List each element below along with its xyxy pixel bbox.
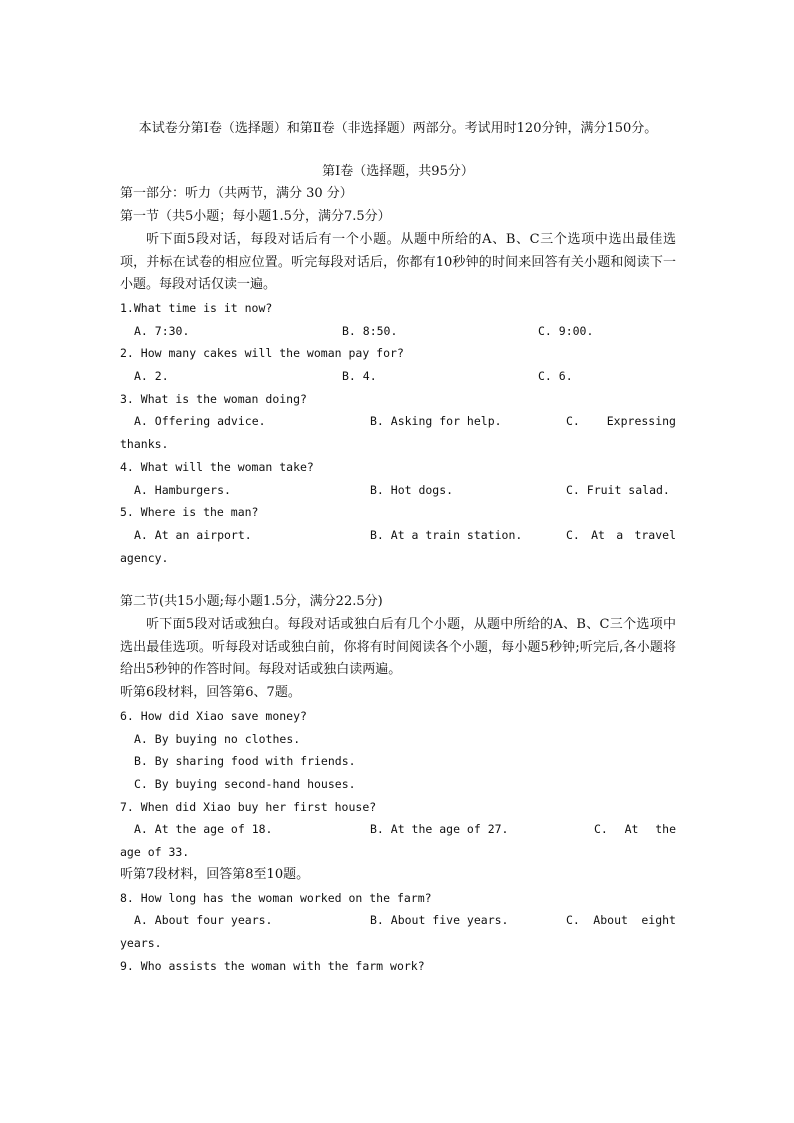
material7-heading: 听第7段材料，回答第8至10题。 (120, 866, 310, 882)
option-a: A. Hamburgers. (134, 482, 231, 497)
option-c-word: the (655, 822, 676, 837)
section2-instructions: 听下面5段对话或独白。每段对话或独白后有几个小题，从题中所给的A、B、C三个选项中选出最佳选项。听每段对话或独白前，你将有时间阅读各个小题，每小题5秒钟;听完后,各小题将给出5秒钟的作答时间。每段对话或独白读两遍。 (120, 617, 676, 678)
spacer (120, 569, 676, 591)
option-c (594, 818, 676, 841)
exam-intro: 本试卷分第Ⅰ卷（选择题）和第Ⅱ卷（非选择题）两部分。考试用时120分钟，满分150分。 (138, 121, 658, 136)
material6-heading: 听第6段材料，回答第6、7题。 (120, 685, 301, 701)
option-a: A. At an airport. (134, 527, 252, 542)
option-c-word: Expressing (606, 414, 676, 429)
question-6-option-b: B. By sharing food with friends. (134, 754, 356, 769)
option-b: B. 4. (342, 369, 377, 384)
question-2-options (120, 365, 676, 388)
option-a: A. About four years. (134, 913, 273, 928)
question-2-stem: 2. How many cakes will the woman pay for? (120, 346, 404, 361)
option-c-word: About (593, 913, 628, 928)
question-6-option-c: C. By buying second-hand houses. (134, 776, 356, 791)
option-c-word: a (616, 527, 624, 542)
question-3-option-c-wrap: thanks. (120, 437, 169, 452)
option-a: A. 2. (134, 369, 169, 384)
option-c-letter: C. (566, 414, 580, 429)
option-c-letter: C. (594, 822, 608, 837)
section1-instructions: 听下面5段对话，每段对话后有一个小题。从题中所给的A、B、C三个选项中选出最佳选项，并标在试卷的相应位置。听完每段对话后，你都有10秒钟的时间来回答有关小题和阅读下一小题。每段对话仅读一遍。 (120, 231, 676, 293)
option-a: A. Offering advice. (134, 414, 266, 429)
exam-page (120, 118, 676, 977)
question-8-options (120, 909, 676, 932)
question-7-option-c-wrap: age of 33. (120, 845, 190, 860)
option-c (566, 524, 676, 547)
question-6-stem: 6. How did Xiao save money? (120, 708, 307, 723)
option-a: A. At the age of 18. (134, 822, 273, 837)
option-b: B. At the age of 27. (370, 822, 509, 837)
question-3-stem: 3. What is the woman doing? (120, 391, 307, 406)
question-9-stem: 9. Who assists the woman with the farm work? (120, 958, 425, 973)
option-c-letter: C. (566, 527, 580, 542)
option-c-word: At (591, 527, 605, 542)
option-b: B. Hot dogs. (370, 482, 454, 497)
section2-title: 第二节(共15小题;每小题1.5分，满分22.5分) (120, 594, 383, 610)
option-c-word: eight (641, 913, 676, 928)
option-b: B. Asking for help. (370, 414, 502, 429)
question-7-options (120, 818, 676, 841)
question-3-options (120, 410, 676, 433)
section1-title: 第一节（共5小题；每小题1.5分，满分7.5分） (120, 209, 391, 225)
option-c (566, 410, 676, 433)
question-5-option-c-wrap: agency. (120, 550, 169, 565)
question-8-option-c-wrap: years. (120, 935, 162, 950)
option-b: B. About five years. (370, 913, 509, 928)
question-1-stem: 1.What time is it now? (120, 300, 273, 315)
question-5-options (120, 524, 676, 547)
question-4-options (120, 479, 676, 502)
option-c: C. Fruit salad. (566, 482, 670, 497)
option-c: C. 6. (538, 369, 573, 384)
part1-title: 第一部分：听力（共两节，满分 30 分） (120, 186, 353, 202)
question-5-stem: 5. Where is the man? (120, 505, 259, 520)
question-4-stem: 4. What will the woman take? (120, 459, 314, 474)
question-7-stem: 7. When did Xiao buy her first house? (120, 799, 377, 814)
question-1-options (120, 320, 676, 343)
option-c (566, 909, 676, 932)
option-a: A. 7:30. (134, 323, 190, 338)
question-8-stem: 8. How long has the woman worked on the farm? (120, 890, 432, 905)
question-6-option-a: A. By buying no clothes. (134, 731, 301, 746)
option-c-word: travel (634, 527, 676, 542)
option-b: B. At a train station. (370, 527, 523, 542)
option-c-word: At (624, 822, 639, 837)
volume1-title: 第Ⅰ卷（选择题，共95分） (322, 163, 474, 179)
option-c-letter: C. (566, 913, 580, 928)
option-c: C. 9:00. (538, 323, 594, 338)
option-b: B. 8:50. (342, 323, 398, 338)
